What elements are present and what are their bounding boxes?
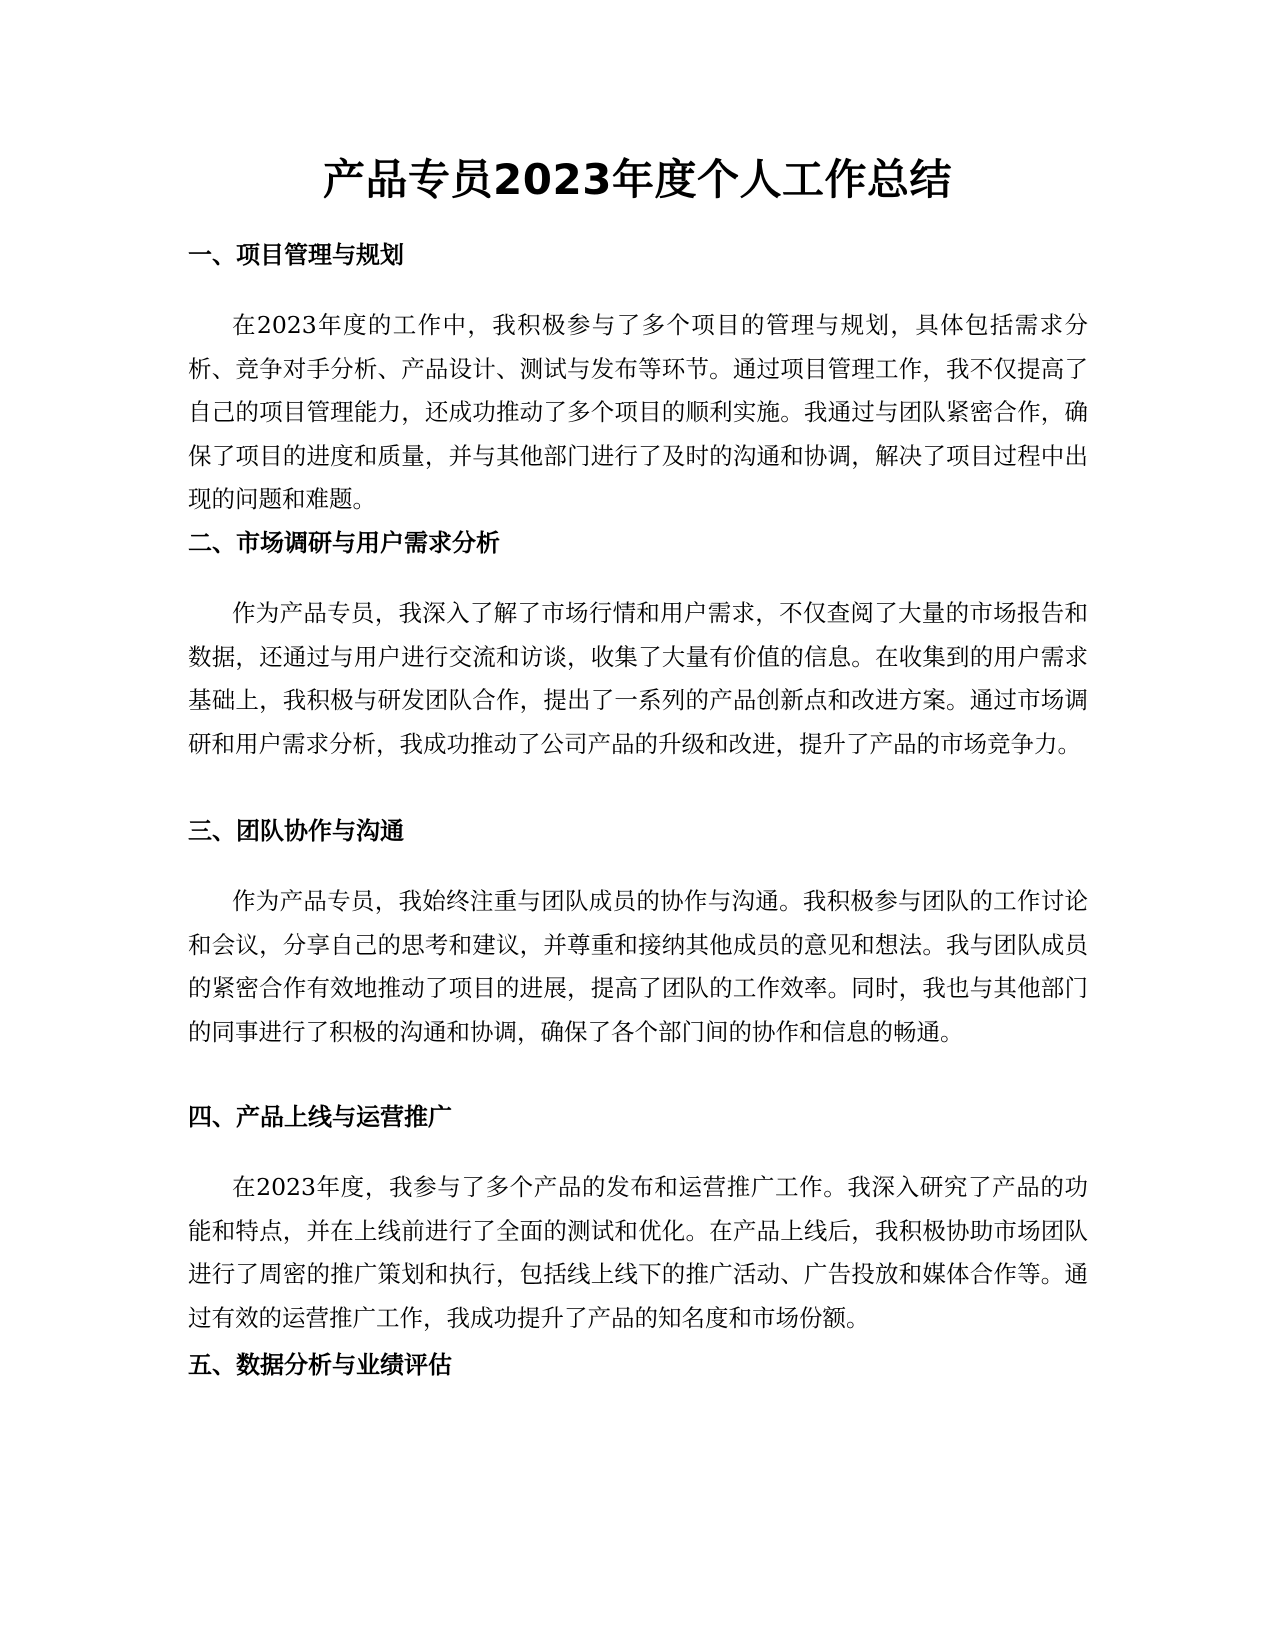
section-product-launch <box>188 1100 1088 1340</box>
section-paragraph: 作为产品专员，我始终注重与团队成员的协作与沟通。我积极参与团队的工作讨论和会议，分享自己的思考和建议，并尊重和接纳其他成员的意见和想法。我与团队成员的紧密合作有效地推动了项目的进展，提高了团队的工作效率。同时，我也与其他部门的同事进行了积极的沟通和协调，确保了各个部门间的协作和信息的畅通。 <box>188 887 1088 1046</box>
section-heading: 二、市场调研与用户需求分析 <box>188 529 500 557</box>
section-heading: 一、项目管理与规划 <box>188 241 404 269</box>
section-paragraph: 在2023年度，我参与了多个产品的发布和运营推广工作。我深入研究了产品的功能和特点，并在上线前进行了全面的测试和优化。在产品上线后，我积极协助市场团队进行了周密的推广策划和执行，包括线上线下的推广活动、广告投放和媒体合作等。通过有效的运营推广工作，我成功提升了产品的知名度和市场份额。 <box>188 1173 1088 1332</box>
section-heading: 五、数据分析与业绩评估 <box>188 1351 452 1379</box>
section-paragraph: 作为产品专员，我深入了解了市场行情和用户需求，不仅查阅了大量的市场报告和数据，还通过与用户进行交流和访谈，收集了大量有价值的信息。在收集到的用户需求基础上，我积极与研发团队合作，提出了一系列的产品创新点和改进方案。通过市场调研和用户需求分析，我成功推动了公司产品的升级和改进，提升了产品的市场竞争力。 <box>188 599 1088 758</box>
section-heading: 四、产品上线与运营推广 <box>188 1103 452 1131</box>
section-data-analysis <box>188 1348 1088 1382</box>
document-title: 产品专员2023年度个人工作总结 <box>323 155 952 204</box>
section-project-management <box>188 238 1088 522</box>
section-paragraph: 在2023年度的工作中，我积极参与了多个项目的管理与规划，具体包括需求分析、竞争对手分析、产品设计、测试与发布等环节。通过项目管理工作，我不仅提高了自己的项目管理能力，还成功推动了多个项目的顺利实施。我通过与团队紧密合作，确保了项目的进度和质量，并与其他部门进行了及时的沟通和协调，解决了项目过程中出现的问题和难题。 <box>188 311 1088 513</box>
section-market-research <box>188 526 1088 766</box>
section-team-collaboration <box>188 814 1088 1054</box>
section-heading: 三、团队协作与沟通 <box>188 817 404 845</box>
